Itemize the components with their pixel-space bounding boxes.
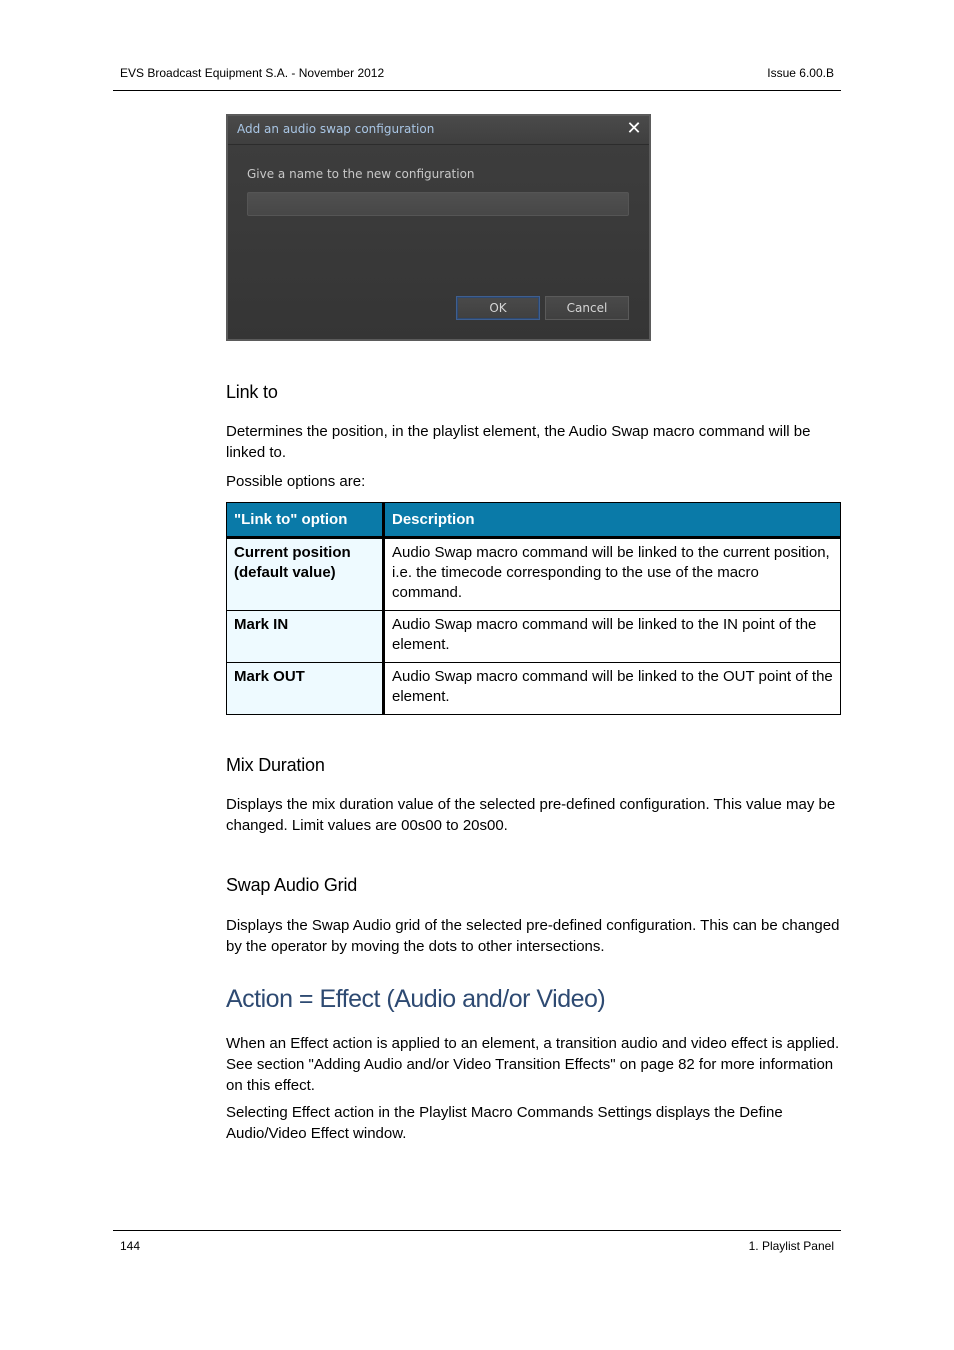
table-cell-option: Mark OUT <box>227 663 384 715</box>
configuration-name-input[interactable] <box>247 192 629 216</box>
heading-action-effect: Action = Effect (Audio and/or Video) <box>226 985 606 1013</box>
dialog-title: Add an audio swap configuration <box>237 122 435 136</box>
table-cell-option: Current position (default value) <box>227 538 384 611</box>
table-cell-description: Audio Swap macro command will be linked to the OUT point of the element. <box>384 663 841 715</box>
table-cell-description: Audio Swap macro command will be linked to the IN point of the element. <box>384 611 841 663</box>
link-to-options-table <box>226 502 841 715</box>
dialog-body <box>228 145 649 339</box>
heading-link-to: Link to <box>226 382 278 402</box>
page-number: 144 <box>120 1239 141 1253</box>
table-row <box>227 611 841 663</box>
page-header <box>113 66 841 91</box>
action-effect-paragraph-2: Selecting Effect action in the Playlist Macro Commands Settings displays the Define Audio/Video Effect window. <box>226 1104 783 1142</box>
possible-options-text: Possible options are: <box>226 473 366 490</box>
header-issue: Issue 6.00.B <box>767 66 834 80</box>
table-cell-option: Mark IN <box>227 611 384 663</box>
action-effect-paragraph-1: When an Effect action is applied to an element, a transition audio and video effect is applied. See section "Adding Audio and/or Video Transition Effects" on page 82 for more information on this effect. <box>226 1035 840 1094</box>
header-left-text: EVS Broadcast Equipment S.A. - November 2012 <box>120 66 385 80</box>
page-footer <box>113 1230 841 1255</box>
cancel-button[interactable]: Cancel <box>545 296 629 320</box>
dialog-prompt: Give a name to the new configuration <box>247 167 475 181</box>
dialog-titlebar <box>228 116 649 145</box>
link-to-description: Determines the position, in the playlist element, the Audio Swap macro command will be linked to. <box>226 423 811 461</box>
table-header-row <box>227 503 841 538</box>
mix-duration-description: Displays the mix duration value of the selected pre-defined configuration. This value may be changed. Limit values are 00s00 to 20s00. <box>226 796 836 834</box>
heading-swap-audio-grid: Swap Audio Grid <box>226 875 358 895</box>
close-icon[interactable]: ✕ <box>626 118 642 139</box>
heading-mix-duration: Mix Duration <box>226 755 325 775</box>
ok-button[interactable]: OK <box>456 296 540 320</box>
footer-section: 1. Playlist Panel <box>748 1239 834 1253</box>
swap-audio-grid-description: Displays the Swap Audio grid of the selected pre-defined configuration. This can be changed by the operator by moving the dots to other intersections. <box>226 917 840 955</box>
table-header-option: "Link to" option <box>227 503 384 538</box>
audio-swap-dialog-screenshot <box>226 114 651 341</box>
table-header-description: Description <box>384 503 841 538</box>
table-row <box>227 663 841 715</box>
table-row <box>227 538 841 611</box>
table-cell-description: Audio Swap macro command will be linked to the current position, i.e. the timecode corresponding to the use of the macro command. <box>384 538 841 611</box>
